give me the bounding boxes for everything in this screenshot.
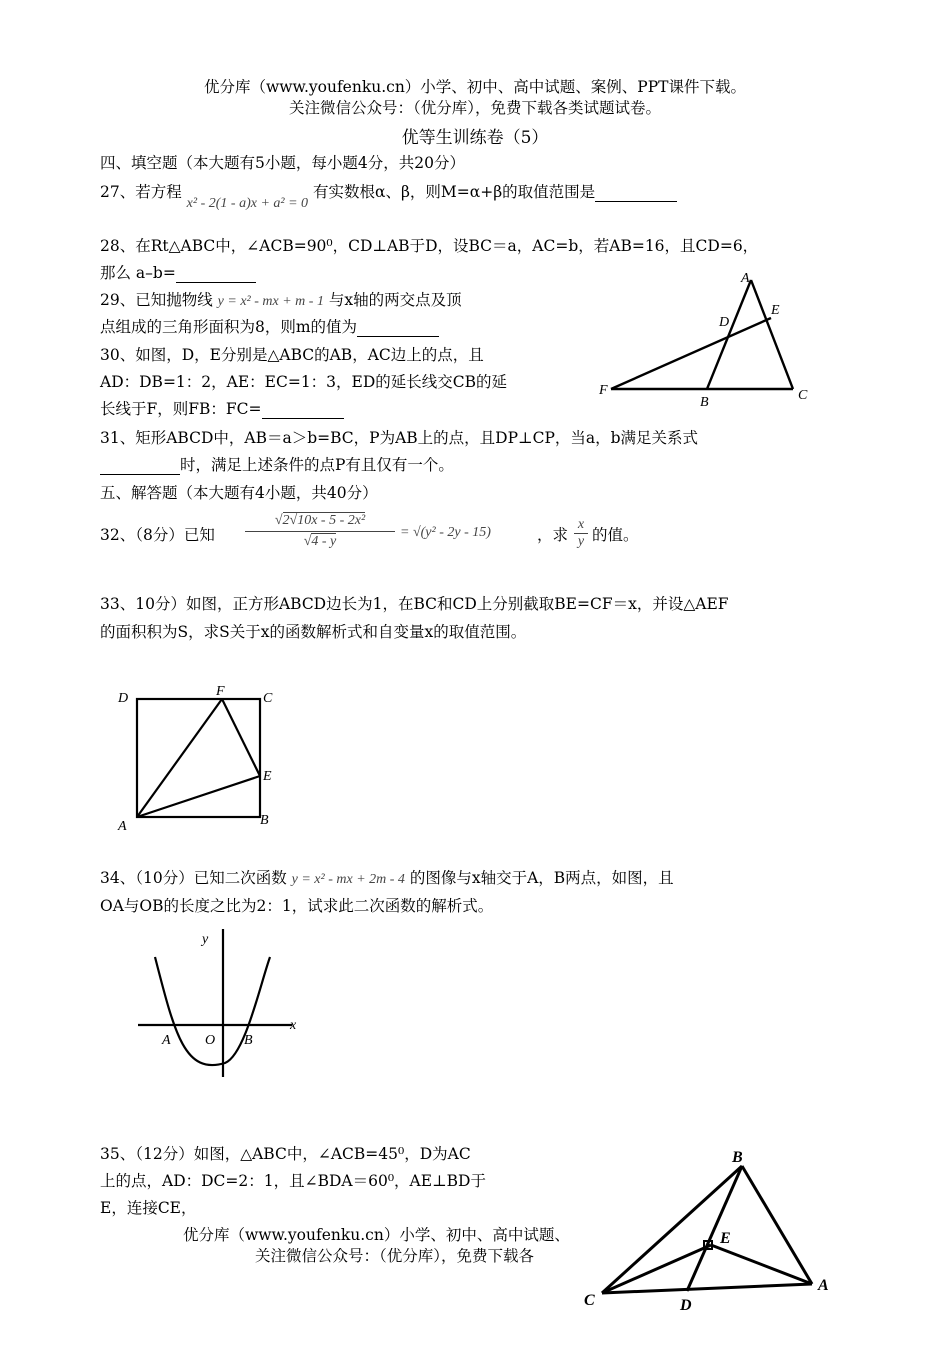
q32-x-over-y [574,517,588,550]
fig30-label-D: D [719,315,730,330]
q32-tail: 的值。 [592,526,639,544]
figure-33-square [112,680,287,835]
q32-denominator: 4 - y [311,534,337,549]
header-line-2: 关注微信公众号：（优分库），免费下载各类试题试卷。 [288,99,661,117]
q28-answer-blank[interactable] [176,264,256,283]
fig33-label-F: F [216,684,225,699]
fig33-label-D: D [118,691,129,706]
fig34-label-A: A [162,1033,171,1048]
q30-line-1: 30、如图，D，E分别是△ABC的AB，AC边上的点，且 [100,346,484,364]
fig33-label-E: E [263,769,272,784]
q34-formula: y = x² - mx + 2m - 4 [291,872,405,887]
parabola-curve [155,957,270,1065]
q27-formula: x² - 2(1 - a)x + a² = 0 [186,196,309,211]
question-30-line-3 [100,397,344,419]
question-29-line-2 [100,315,439,337]
line-BD [687,1166,742,1291]
q27-pre: 27、若方程 [100,183,182,201]
q33-line-2: 的面积积为S，求S关于x的函数解析式和自变量x的取值范围。 [100,623,527,641]
fig30-label-C: C [798,388,808,403]
q32-pre: 32、（8分）已知 [100,526,215,544]
q30-line-2: AD：DB=1：2，AE：EC=1：3，ED的延长线交CB的延 [100,373,508,391]
line-AF [137,699,222,817]
q29-pre: 29、已知抛物线 [100,291,213,309]
fig34-label-x: x [290,1018,297,1033]
q32-post: ，求 [537,526,569,544]
q31-line-2-text: 时，满足上述条件的点P有且仅有一个。 [180,456,454,474]
q32-x: x [574,517,588,534]
question-29-line-1 [100,288,462,310]
line-BA [742,1166,812,1284]
line-CA [602,1284,812,1293]
q32-rhs: = √(y² - 2y - 15) [400,525,491,540]
fig33-label-C: C [263,691,273,706]
q32-numerator: 2√10x - 5 - 2x² [282,513,366,528]
question-34-line-1 [100,866,674,888]
header-line-1: 优分库（www.youfenku.cn）小学、初中、高中试题、案例、PPT课件下载。 [203,78,747,96]
line-AC [751,280,793,389]
question-27 [100,180,677,211]
q32-fraction: √2√10x - 5 - 2x² √4 - y [245,513,395,550]
footer-line-2: 关注微信公众号：（优分库），免费下载各 [255,1247,535,1265]
question-31-line-2 [100,453,454,475]
line-AE [137,776,260,817]
q27-post: 有实数根α、β，则M=α+β的取值范围是 [312,183,596,201]
fig30-label-A: A [741,271,750,286]
fig30-label-F: F [599,383,608,398]
q34-pre: 34、（10分）已知二次函数 [100,869,287,887]
q27-answer-blank[interactable] [595,183,677,202]
section-5-heading: 五、解答题（本大题有4小题，共40分） [100,484,378,502]
line-CE [602,1245,711,1293]
section-4-heading: 四、填空题（本大题有5小题，每小题4分，共20分） [100,154,465,172]
fig35-label-A: A [818,1277,829,1294]
fig35-label-C: C [584,1292,595,1309]
fig35-label-B: B [732,1149,743,1166]
fig34-label-O: O [205,1033,216,1048]
line-AE [711,1245,812,1284]
figure-34-parabola [130,925,310,1080]
q35-line-1: 35、（12分）如图，△ABC中，∠ACB=45⁰，D为AC [100,1145,471,1163]
fig34-label-y: y [202,932,209,947]
line-FE [222,699,260,776]
question-28-line-2 [100,261,256,283]
q32-y: y [577,534,585,549]
q29-post: 与x轴的两交点及顶 [328,291,462,309]
q34-post: 的图像与x轴交于A，B两点，如图，且 [409,869,674,887]
q31-answer-blank[interactable] [100,456,180,475]
q29-answer-blank[interactable] [357,318,439,337]
q29-line-2-text: 点组成的三角形面积为8，则m的值为 [100,318,358,336]
fig34-label-B: B [244,1033,253,1048]
q34-line-2: OA与OB的长度之比为2：1，试求此二次函数的解析式。 [100,897,494,915]
fig33-label-A: A [118,819,127,834]
fig30-label-E: E [771,303,780,318]
figure-35-triangle [580,1140,840,1312]
fig30-label-B: B [700,395,709,408]
fig35-label-E: E [720,1230,731,1247]
q28-line-2-text: 那么 a–b= [100,264,176,282]
q29-formula: y = x² - mx + m - 1 [217,294,324,309]
fig35-label-D: D [680,1297,692,1312]
q31-line-1: 31、矩形ABCD中，AB＝a＞b=BC，P为AB上的点，且DP⊥CP，当a，b满足关系式 [100,429,699,447]
line-AB [707,280,751,389]
q33-line-1: 33、10分）如图，正方形ABCD边长为1，在BC和CD上分别截取BE=CF＝x，并设△AEF [100,595,729,613]
q28-line-1: 28、在Rt△ABC中，∠ACB=90⁰，CD⊥AB于D，设BC＝a，AC=b，若AB=16，且CD=6， [100,237,759,255]
line-FE [611,318,771,389]
fig33-label-B: B [260,813,269,828]
square-ABCD [137,699,260,817]
figure-30-triangle [595,268,825,408]
page-title: 优等生训练卷（5） [401,128,549,148]
q30-answer-blank[interactable] [262,400,344,419]
q30-line-3-text: 长线于F，则FB：FC= [100,400,262,418]
q35-line-2: 上的点，AD：DC=2：1，且∠BDA＝60⁰，AE⊥BD于 [100,1172,486,1190]
q35-line-3: E，连接CE， [100,1199,197,1217]
footer-line-1: 优分库（www.youfenku.cn）小学、初中、高中试题、 [183,1226,570,1244]
